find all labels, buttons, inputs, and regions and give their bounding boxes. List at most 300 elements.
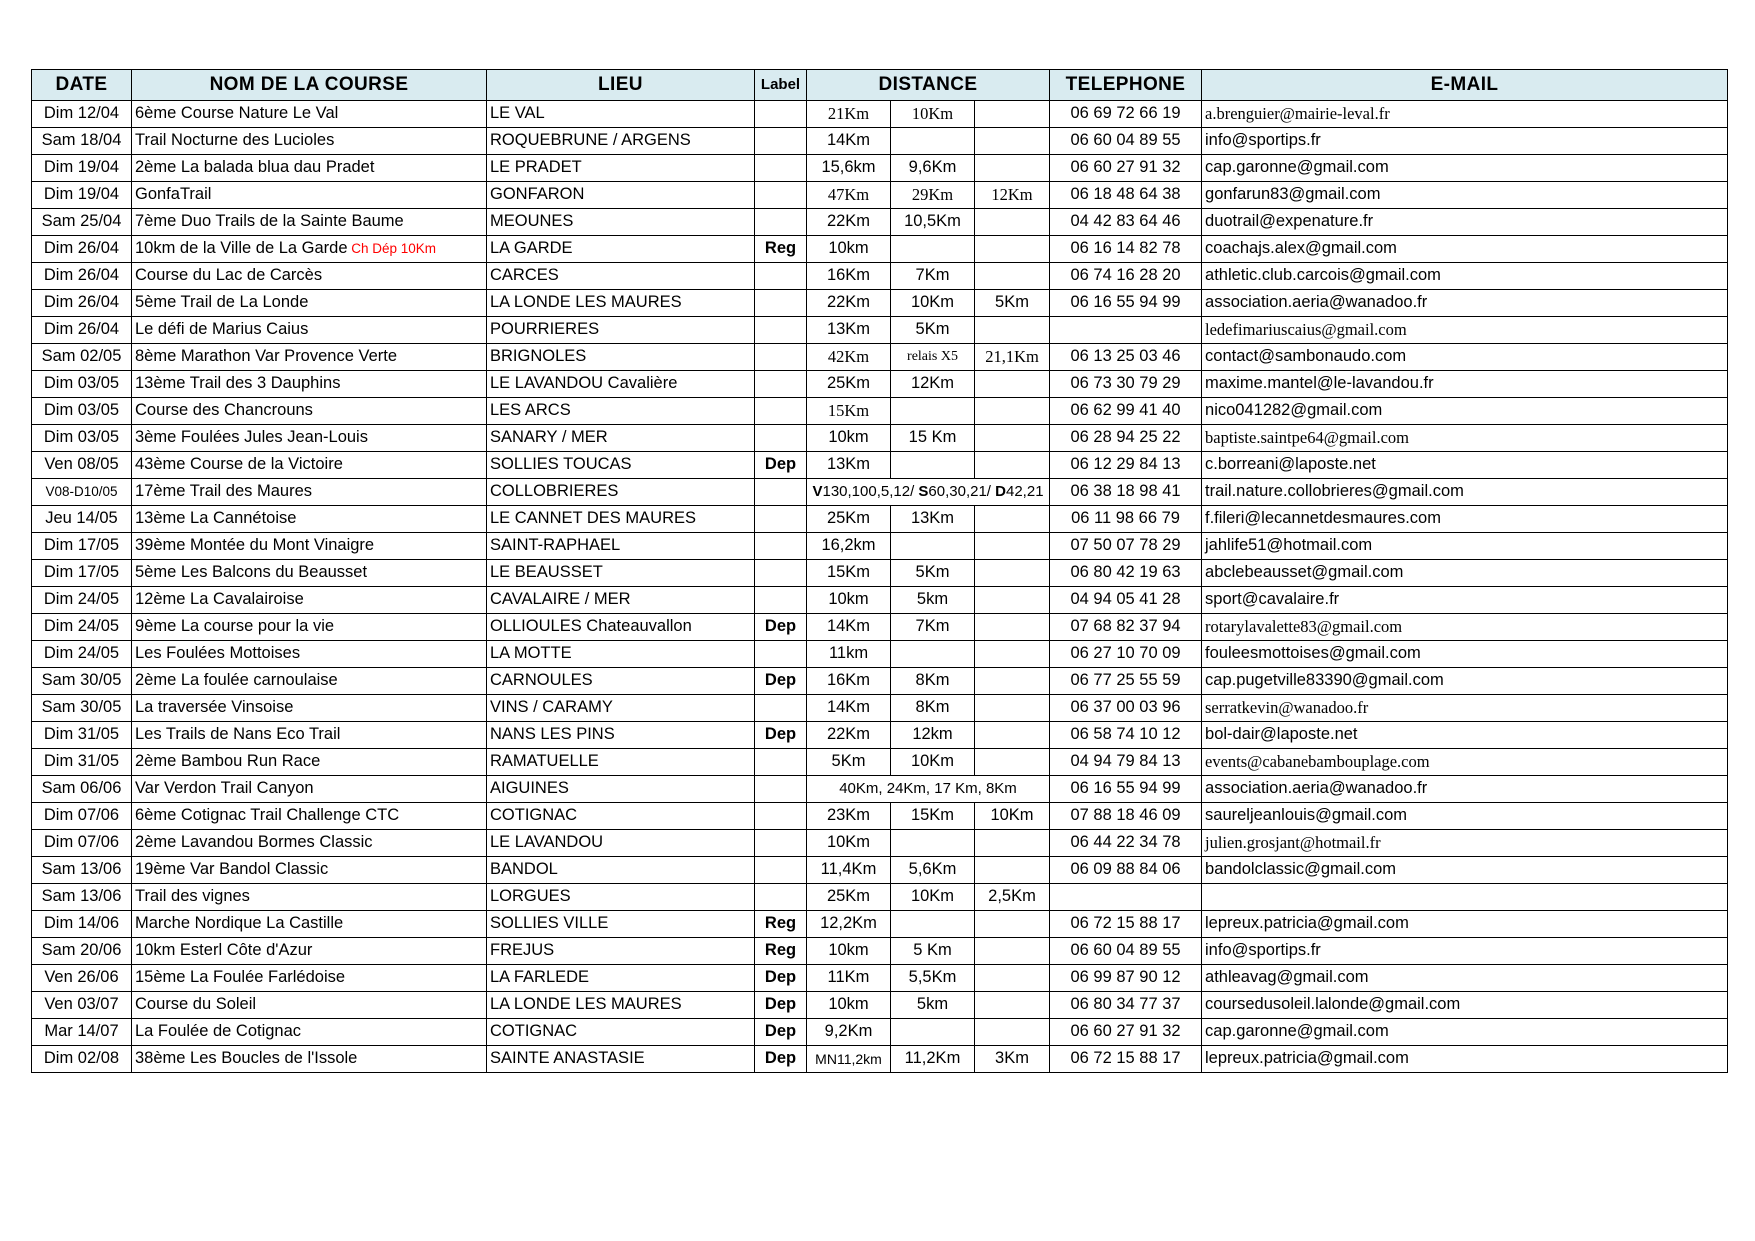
- cell-label-badge: [755, 533, 807, 560]
- cell-course-name: [132, 668, 487, 695]
- cell-distance-1: 10km: [807, 587, 891, 614]
- column-header-label: Label: [755, 70, 807, 101]
- table-row: [32, 155, 1728, 182]
- cell-distance-2: 13Km: [891, 506, 975, 533]
- cell-location: COLLOBRIERES: [487, 479, 755, 506]
- course-name-text: 19ème Var Bandol Classic: [135, 860, 329, 879]
- cell-course-name: [132, 911, 487, 938]
- cell-location: RAMATUELLE: [487, 749, 755, 776]
- race-calendar-table: [31, 69, 1728, 1073]
- cell-label-badge: [755, 506, 807, 533]
- cell-location: LE CANNET DES MAURES: [487, 506, 755, 533]
- table-row: [32, 830, 1728, 857]
- cell-telephone: 06 12 29 84 13: [1050, 452, 1202, 479]
- cell-date: Dim 14/06: [32, 911, 132, 938]
- cell-date: Ven 26/06: [32, 965, 132, 992]
- cell-date: Mar 14/07: [32, 1019, 132, 1046]
- cell-telephone: 06 80 42 19 63: [1050, 560, 1202, 587]
- cell-distance-1: 14Km: [807, 695, 891, 722]
- cell-distance-2: [891, 236, 975, 263]
- course-name-text: GonfaTrail: [135, 185, 212, 204]
- cell-label-badge: [755, 425, 807, 452]
- column-header-lieu: LIEU: [487, 70, 755, 101]
- cell-distance-3: [975, 1019, 1050, 1046]
- cell-location: SAINTE ANASTASIE: [487, 1046, 755, 1073]
- cell-telephone: 06 27 10 70 09: [1050, 641, 1202, 668]
- cell-distance-1: 15,6km: [807, 155, 891, 182]
- cell-distance-3: [975, 614, 1050, 641]
- cell-label-badge: Dep: [755, 1046, 807, 1073]
- cell-label-badge: [755, 884, 807, 911]
- cell-distance-3: [975, 965, 1050, 992]
- cell-email: bol-dair@laposte.net: [1202, 722, 1728, 749]
- cell-date: Dim 17/05: [32, 560, 132, 587]
- cell-location: VINS / CARAMY: [487, 695, 755, 722]
- cell-distance-3: 10Km: [975, 803, 1050, 830]
- cell-course-name: [132, 425, 487, 452]
- cell-date: Ven 03/07: [32, 992, 132, 1019]
- cell-email: athleavag@gmail.com: [1202, 965, 1728, 992]
- cell-distance-3: [975, 506, 1050, 533]
- table-row: [32, 668, 1728, 695]
- cell-date: Dim 19/04: [32, 155, 132, 182]
- column-header-telephone: TELEPHONE: [1050, 70, 1202, 101]
- cell-course-name: [132, 641, 487, 668]
- cell-distance-1: 15Km: [807, 398, 891, 425]
- cell-distance-3: [975, 911, 1050, 938]
- cell-distance-3: [975, 155, 1050, 182]
- cell-course-name: [132, 965, 487, 992]
- cell-course-name: [132, 749, 487, 776]
- cell-location: CAVALAIRE / MER: [487, 587, 755, 614]
- cell-telephone: 06 72 15 88 17: [1050, 1046, 1202, 1073]
- table-row: [32, 1019, 1728, 1046]
- table-row: [32, 452, 1728, 479]
- cell-location: LE VAL: [487, 101, 755, 128]
- table-row: [32, 398, 1728, 425]
- cell-location: LORGUES: [487, 884, 755, 911]
- cell-email: sport@cavalaire.fr: [1202, 587, 1728, 614]
- cell-telephone: 06 80 34 77 37: [1050, 992, 1202, 1019]
- cell-email: gonfarun83@gmail.com: [1202, 182, 1728, 209]
- cell-distance-2: 5Km: [891, 317, 975, 344]
- cell-label-badge: [755, 317, 807, 344]
- cell-distance-2: 10Km: [891, 749, 975, 776]
- cell-distance-2: 7Km: [891, 614, 975, 641]
- cell-date: Dim 26/04: [32, 317, 132, 344]
- course-name-text: 17ème Trail des Maures: [135, 482, 312, 501]
- cell-telephone: 04 94 05 41 28: [1050, 587, 1202, 614]
- cell-telephone: 06 60 04 89 55: [1050, 938, 1202, 965]
- cell-distance-3: [975, 425, 1050, 452]
- cell-email: events@cabanebambouplage.com: [1202, 749, 1728, 776]
- course-name-text: La Foulée de Cotignac: [135, 1022, 302, 1041]
- cell-location: SAINT-RAPHAEL: [487, 533, 755, 560]
- cell-date: Jeu 14/05: [32, 506, 132, 533]
- cell-date: Dim 24/05: [32, 614, 132, 641]
- cell-course-name: [132, 830, 487, 857]
- column-header-email: E-MAIL: [1202, 70, 1728, 101]
- cell-telephone: 06 62 99 41 40: [1050, 398, 1202, 425]
- cell-telephone: 06 09 88 84 06: [1050, 857, 1202, 884]
- cell-location: COTIGNAC: [487, 1019, 755, 1046]
- cell-course-name: [132, 236, 487, 263]
- cell-distance-2: 5 Km: [891, 938, 975, 965]
- cell-date: Dim 03/05: [32, 425, 132, 452]
- cell-distance-1: 22Km: [807, 722, 891, 749]
- course-name-text: 2ème Lavandou Bormes Classic: [135, 833, 373, 852]
- cell-location: MEOUNES: [487, 209, 755, 236]
- cell-label-badge: [755, 155, 807, 182]
- table-row: [32, 506, 1728, 533]
- cell-distance-3: [975, 371, 1050, 398]
- cell-telephone: 04 94 79 84 13: [1050, 749, 1202, 776]
- cell-course-name: [132, 992, 487, 1019]
- course-name-note: Ch Dép 10Km: [347, 241, 437, 257]
- cell-distance-1: 13Km: [807, 317, 891, 344]
- cell-course-name: [132, 776, 487, 803]
- cell-location: ROQUEBRUNE / ARGENS: [487, 128, 755, 155]
- cell-telephone: 06 58 74 10 12: [1050, 722, 1202, 749]
- column-header-distance: DISTANCE: [807, 70, 1050, 101]
- cell-date: Dim 26/04: [32, 263, 132, 290]
- course-name-text: Les Foulées Mottoises: [135, 644, 301, 663]
- cell-date: Sam 20/06: [32, 938, 132, 965]
- table-header-row: [32, 70, 1728, 101]
- table-row: [32, 209, 1728, 236]
- course-name-text: 7ème Duo Trails de la Sainte Baume: [135, 212, 404, 231]
- cell-label-badge: [755, 371, 807, 398]
- cell-distance-3: [975, 398, 1050, 425]
- cell-distance-3: 12Km: [975, 182, 1050, 209]
- column-header-name: NOM DE LA COURSE: [132, 70, 487, 101]
- cell-distance-3: [975, 128, 1050, 155]
- cell-date: Sam 13/06: [32, 884, 132, 911]
- cell-email: fouleesmottoises@gmail.com: [1202, 641, 1728, 668]
- cell-distance-3: [975, 830, 1050, 857]
- cell-course-name: [132, 398, 487, 425]
- cell-distance-2: 11,2Km: [891, 1046, 975, 1073]
- cell-distance-2: [891, 1019, 975, 1046]
- table-row: [32, 992, 1728, 1019]
- cell-course-name: [132, 533, 487, 560]
- table-row: [32, 236, 1728, 263]
- cell-course-name: [132, 290, 487, 317]
- cell-distance-1: 21Km: [807, 101, 891, 128]
- table-row: [32, 803, 1728, 830]
- table-body: [32, 101, 1728, 1073]
- course-name-text: Course des Chancrouns: [135, 401, 313, 420]
- cell-telephone: 07 68 82 37 94: [1050, 614, 1202, 641]
- cell-location: SOLLIES VILLE: [487, 911, 755, 938]
- cell-telephone: 04 42 83 64 46: [1050, 209, 1202, 236]
- table-row: [32, 533, 1728, 560]
- cell-course-name: [132, 155, 487, 182]
- course-name-text: Marche Nordique La Castille: [135, 914, 344, 933]
- cell-email: jahlife51@hotmail.com: [1202, 533, 1728, 560]
- course-name-text: 39ème Montée du Mont Vinaigre: [135, 536, 375, 555]
- table-row: [32, 128, 1728, 155]
- cell-location: LA GARDE: [487, 236, 755, 263]
- cell-email: [1202, 884, 1728, 911]
- cell-label-badge: Dep: [755, 452, 807, 479]
- cell-date: V08-D10/05: [32, 479, 132, 506]
- cell-date: Sam 18/04: [32, 128, 132, 155]
- table-row: [32, 425, 1728, 452]
- cell-telephone: 06 16 55 94 99: [1050, 290, 1202, 317]
- cell-email: serratkevin@wanadoo.fr: [1202, 695, 1728, 722]
- cell-date: Dim 24/05: [32, 641, 132, 668]
- cell-distance-2: 10Km: [891, 290, 975, 317]
- cell-distance-2: 5,5Km: [891, 965, 975, 992]
- cell-location: LA MOTTE: [487, 641, 755, 668]
- table-row: [32, 101, 1728, 128]
- cell-date: Sam 30/05: [32, 695, 132, 722]
- cell-telephone: 07 50 07 78 29: [1050, 533, 1202, 560]
- course-name-text: Course du Lac de Carcès: [135, 266, 323, 285]
- cell-course-name: [132, 884, 487, 911]
- cell-date: Dim 17/05: [32, 533, 132, 560]
- table-row: [32, 614, 1728, 641]
- cell-distance-1: 25Km: [807, 884, 891, 911]
- cell-telephone: 06 60 27 91 32: [1050, 1019, 1202, 1046]
- cell-date: Sam 06/06: [32, 776, 132, 803]
- table-row: [32, 776, 1728, 803]
- cell-course-name: [132, 722, 487, 749]
- cell-location: BRIGNOLES: [487, 344, 755, 371]
- cell-label-badge: Reg: [755, 911, 807, 938]
- cell-course-name: [132, 479, 487, 506]
- cell-location: FREJUS: [487, 938, 755, 965]
- cell-course-name: [132, 587, 487, 614]
- cell-distance-1: 9,2Km: [807, 1019, 891, 1046]
- cell-label-badge: [755, 587, 807, 614]
- cell-date: Dim 31/05: [32, 749, 132, 776]
- cell-distance-2: 12km: [891, 722, 975, 749]
- course-name-text: 9ème La course pour la vie: [135, 617, 335, 636]
- cell-email: coachajs.alex@gmail.com: [1202, 236, 1728, 263]
- cell-distance-3: [975, 533, 1050, 560]
- cell-label-badge: [755, 857, 807, 884]
- cell-distance-combined: 40Km, 24Km, 17 Km, 8Km: [807, 776, 1050, 803]
- cell-course-name: [132, 506, 487, 533]
- cell-label-badge: [755, 830, 807, 857]
- cell-distance-2: relais X5: [891, 344, 975, 371]
- cell-distance-1: MN11,2km: [807, 1046, 891, 1073]
- cell-label-badge: [755, 101, 807, 128]
- cell-distance-1: 25Km: [807, 371, 891, 398]
- cell-email: cap.garonne@gmail.com: [1202, 155, 1728, 182]
- cell-distance-1: 10km: [807, 938, 891, 965]
- cell-email: athletic.club.carcois@gmail.com: [1202, 263, 1728, 290]
- cell-date: Dim 24/05: [32, 587, 132, 614]
- cell-distance-2: [891, 452, 975, 479]
- cell-label-badge: [755, 290, 807, 317]
- cell-distance-2: 8Km: [891, 668, 975, 695]
- cell-telephone: 07 88 18 46 09: [1050, 803, 1202, 830]
- cell-label-badge: [755, 398, 807, 425]
- cell-date: Dim 26/04: [32, 290, 132, 317]
- cell-label-badge: [755, 479, 807, 506]
- course-name-text: 2ème La balada blua dau Pradet: [135, 158, 375, 177]
- cell-email: c.borreani@laposte.net: [1202, 452, 1728, 479]
- cell-distance-1: 12,2Km: [807, 911, 891, 938]
- cell-location: LE LAVANDOU Cavalière: [487, 371, 755, 398]
- cell-distance-3: [975, 749, 1050, 776]
- cell-telephone: 06 73 30 79 29: [1050, 371, 1202, 398]
- cell-label-badge: [755, 182, 807, 209]
- cell-course-name: [132, 1046, 487, 1073]
- cell-location: AIGUINES: [487, 776, 755, 803]
- cell-course-name: [132, 209, 487, 236]
- course-name-text: 38ème Les Boucles de l'Issole: [135, 1049, 358, 1068]
- cell-course-name: [132, 452, 487, 479]
- cell-distance-3: 2,5Km: [975, 884, 1050, 911]
- cell-location: LA FARLEDE: [487, 965, 755, 992]
- cell-telephone: 06 69 72 66 19: [1050, 101, 1202, 128]
- cell-location: SANARY / MER: [487, 425, 755, 452]
- cell-distance-3: [975, 722, 1050, 749]
- cell-location: NANS LES PINS: [487, 722, 755, 749]
- cell-location: LES ARCS: [487, 398, 755, 425]
- cell-telephone: 06 18 48 64 38: [1050, 182, 1202, 209]
- cell-email: baptiste.saintpe64@gmail.com: [1202, 425, 1728, 452]
- table-row: [32, 263, 1728, 290]
- cell-distance-3: [975, 695, 1050, 722]
- cell-distance-1: 16Km: [807, 263, 891, 290]
- cell-location: LE LAVANDOU: [487, 830, 755, 857]
- table-row: [32, 344, 1728, 371]
- cell-distance-1: 5Km: [807, 749, 891, 776]
- cell-course-name: [132, 263, 487, 290]
- cell-distance-2: 5,6Km: [891, 857, 975, 884]
- cell-distance-3: [975, 236, 1050, 263]
- cell-distance-1: 16,2km: [807, 533, 891, 560]
- cell-email: info@sportips.fr: [1202, 938, 1728, 965]
- course-name-text: Le défi de Marius Caius: [135, 320, 309, 339]
- cell-course-name: [132, 344, 487, 371]
- cell-location: BANDOL: [487, 857, 755, 884]
- cell-date: Sam 13/06: [32, 857, 132, 884]
- cell-telephone: 06 13 25 03 46: [1050, 344, 1202, 371]
- cell-telephone: 06 44 22 34 78: [1050, 830, 1202, 857]
- cell-distance-2: 10,5Km: [891, 209, 975, 236]
- cell-email: contact@sambonaudo.com: [1202, 344, 1728, 371]
- cell-distance-2: [891, 911, 975, 938]
- cell-label-badge: [755, 803, 807, 830]
- cell-distance-1: 25Km: [807, 506, 891, 533]
- cell-course-name: [132, 695, 487, 722]
- cell-course-name: [132, 128, 487, 155]
- cell-email: info@sportips.fr: [1202, 128, 1728, 155]
- table-row: [32, 749, 1728, 776]
- course-name-text: 13ème Trail des 3 Dauphins: [135, 374, 341, 393]
- cell-distance-1: 10km: [807, 992, 891, 1019]
- cell-label-badge: [755, 209, 807, 236]
- cell-course-name: [132, 857, 487, 884]
- table-row: [32, 560, 1728, 587]
- cell-telephone: [1050, 884, 1202, 911]
- cell-distance-2: 5km: [891, 587, 975, 614]
- cell-date: Dim 12/04: [32, 101, 132, 128]
- course-name-text: 3ème Foulées Jules Jean-Louis: [135, 428, 368, 447]
- cell-email: coursedusoleil.lalonde@gmail.com: [1202, 992, 1728, 1019]
- cell-telephone: 06 37 00 03 96: [1050, 695, 1202, 722]
- table-row: [32, 182, 1728, 209]
- cell-email: lepreux.patricia@gmail.com: [1202, 911, 1728, 938]
- cell-distance-2: 29Km: [891, 182, 975, 209]
- cell-location: LE PRADET: [487, 155, 755, 182]
- cell-distance-2: [891, 533, 975, 560]
- cell-location: CARCES: [487, 263, 755, 290]
- course-name-text: La traversée Vinsoise: [135, 698, 294, 717]
- cell-date: Dim 26/04: [32, 236, 132, 263]
- course-name-text: Trail Nocturne des Lucioles: [135, 131, 335, 150]
- cell-location: LA LONDE LES MAURES: [487, 290, 755, 317]
- cell-email: saureljeanlouis@gmail.com: [1202, 803, 1728, 830]
- cell-email: nico041282@gmail.com: [1202, 398, 1728, 425]
- table-row: [32, 479, 1728, 506]
- cell-email: cap.pugetville83390@gmail.com: [1202, 668, 1728, 695]
- cell-telephone: [1050, 317, 1202, 344]
- cell-distance-2: 5km: [891, 992, 975, 1019]
- cell-distance-3: [975, 857, 1050, 884]
- cell-location: OLLIOULES Chateauvallon: [487, 614, 755, 641]
- cell-label-badge: Dep: [755, 722, 807, 749]
- cell-telephone: 06 74 16 28 20: [1050, 263, 1202, 290]
- column-header-date: DATE: [32, 70, 132, 101]
- table-row: [32, 938, 1728, 965]
- cell-telephone: 06 99 87 90 12: [1050, 965, 1202, 992]
- cell-distance-3: 3Km: [975, 1046, 1050, 1073]
- course-name-text: 5ème Trail de La Londe: [135, 293, 309, 312]
- cell-distance-3: 21,1Km: [975, 344, 1050, 371]
- cell-date: Sam 02/05: [32, 344, 132, 371]
- cell-telephone: 06 28 94 25 22: [1050, 425, 1202, 452]
- cell-distance-combined: V130,100,5,12/ S60,30,21/ D42,21: [807, 479, 1050, 506]
- course-name-text: Trail des vignes: [135, 887, 250, 906]
- cell-distance-1: 10Km: [807, 830, 891, 857]
- cell-distance-1: 42Km: [807, 344, 891, 371]
- cell-telephone: 06 38 18 98 41: [1050, 479, 1202, 506]
- cell-telephone: 06 77 25 55 59: [1050, 668, 1202, 695]
- table-row: [32, 857, 1728, 884]
- cell-distance-2: 10Km: [891, 101, 975, 128]
- cell-date: Dim 07/06: [32, 830, 132, 857]
- cell-location: POURRIERES: [487, 317, 755, 344]
- cell-label-badge: Dep: [755, 1019, 807, 1046]
- cell-email: association.aeria@wanadoo.fr: [1202, 776, 1728, 803]
- cell-label-badge: [755, 344, 807, 371]
- cell-distance-1: 16Km: [807, 668, 891, 695]
- course-name-text: 6ème Cotignac Trail Challenge CTC: [135, 806, 400, 825]
- cell-distance-3: [975, 452, 1050, 479]
- table-row: [32, 722, 1728, 749]
- calendar-sheet: [31, 69, 1727, 1073]
- cell-label-badge: [755, 776, 807, 803]
- table-row: [32, 587, 1728, 614]
- cell-label-badge: [755, 128, 807, 155]
- cell-distance-3: [975, 938, 1050, 965]
- cell-distance-1: 23Km: [807, 803, 891, 830]
- course-name-text: 15ème La Foulée Farlédoise: [135, 968, 346, 987]
- table-row: [32, 371, 1728, 398]
- cell-label-badge: [755, 641, 807, 668]
- cell-email: cap.garonne@gmail.com: [1202, 1019, 1728, 1046]
- cell-date: Ven 08/05: [32, 452, 132, 479]
- cell-telephone: 06 16 14 82 78: [1050, 236, 1202, 263]
- cell-course-name: [132, 1019, 487, 1046]
